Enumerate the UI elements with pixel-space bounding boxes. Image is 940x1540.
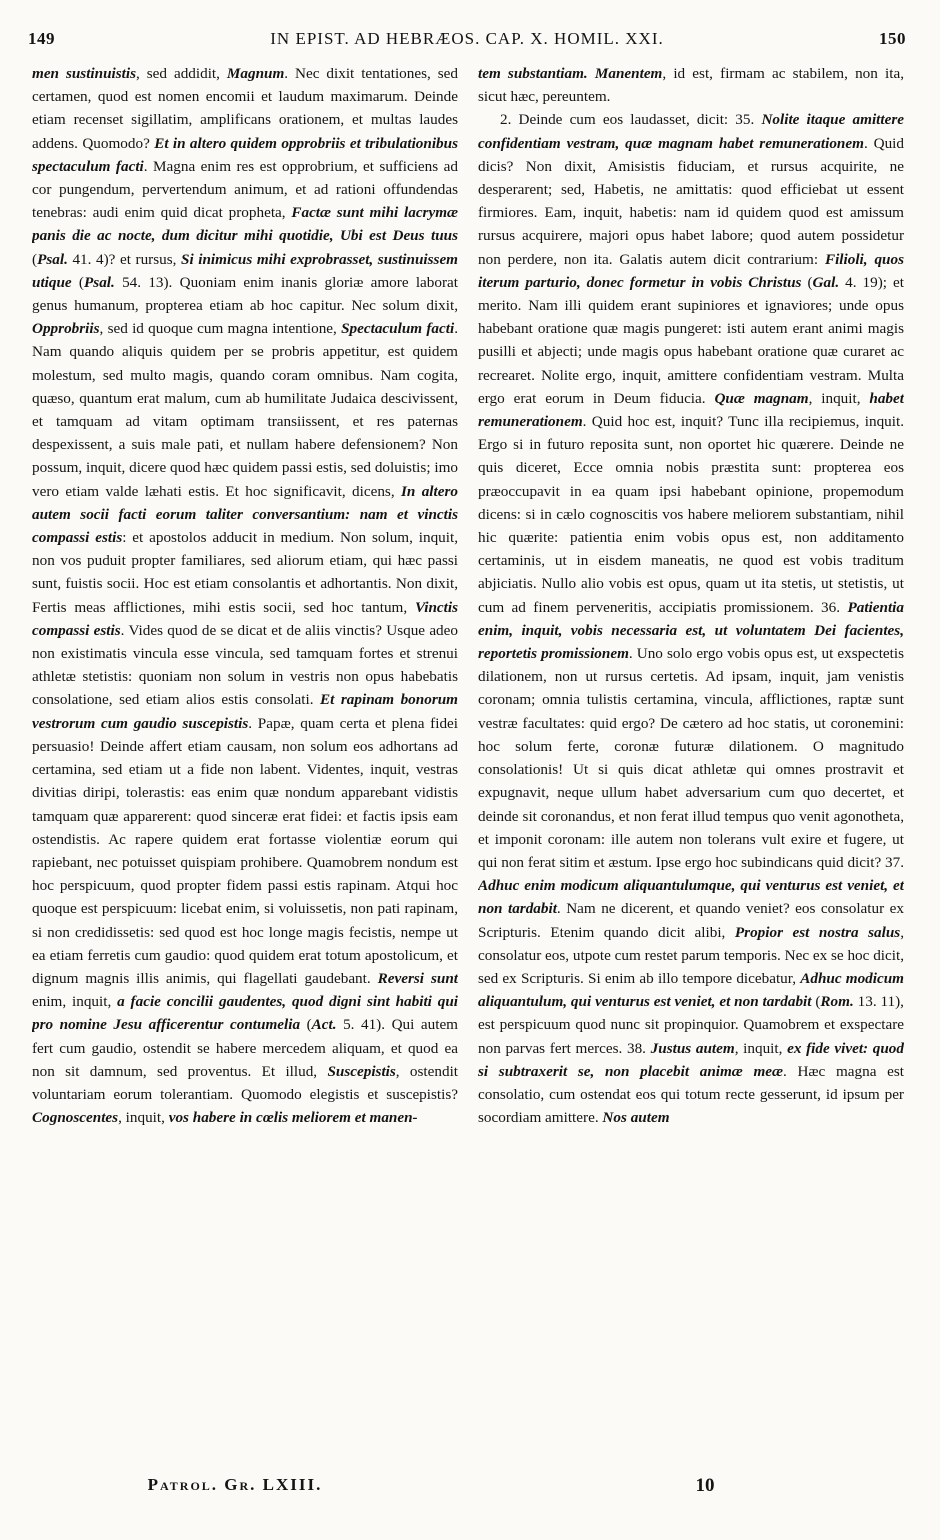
text-run: (	[300, 1016, 312, 1034]
italic-run: Et in altero quidem opprobriis et tribulationibus spectaculum facti	[32, 134, 458, 175]
italic-run: Adhuc modicum aliquantulum, qui venturus est veniet, et non tardabit	[478, 969, 904, 1011]
italic-run: Et rapinam bonorum vestrorum cum gaudio suscepistis	[32, 691, 458, 732]
italic-run: a facie concilii gaudentes, quod digni sint habiti qui pro nomine Jesu afficerentur contumelia	[32, 993, 458, 1034]
text-run: . Magna enim res est opprobrium, et sufficiens ad cor pungendum, pervertendum animum, et ad rationi offundendas tenebras: audi enim quid dicat propheta,	[32, 157, 458, 222]
text-run: . Uno solo ergo vobis opus est, ut exspectetis dilationem, non ut rursus certetis. Ad ipsam, inquit, jam venistis coronam; omnia tulistis certamina, vincula, afflictiones, raptæ sunt vestræ facultates: quid ergo? De cætero ad hoc statis, ut coronemini: hoc solum ferte, coronæ futuræ dilationem. O magnitudo consolationis! Ut si quis dicat athletæ qui omnes prostravit et expugnavit, neque ullum habet adversarium cum quo decertet, et deinde sit coronandus, et non ferat illud tempus quo venit agonotheta, et imponit coronam: ille autem non tolerans vult exire et fugere, ut qui non ferat sitim et æstum. Ipse ergo hoc subindicans quid dicit? 37.	[478, 645, 904, 871]
text-run: 41. 4)? et rursus,	[67, 250, 182, 268]
page-number-right: 150	[879, 29, 906, 48]
italic-run: Filioli, quos iterum parturio, donec formetur in vobis Christus	[478, 250, 904, 291]
italic-run: Rom.	[820, 993, 854, 1011]
text-run: (	[811, 993, 821, 1011]
italic-run: Reversi sunt	[377, 969, 458, 987]
text-run: . Nam ne dicerent, et quando veniet? eos consolatur ex Scripturis. Etenim quando dicit alibi,	[478, 900, 904, 941]
italic-run: Spectaculum facti	[341, 320, 455, 338]
italic-run: Act.	[311, 1016, 337, 1034]
text-run: . Vides quod de se dicat et de aliis vinctis? Usque adeo non existimatis vincula esse vincula, sed tamquam fortes et strenui athletæ stetistis: quoniam non solum in vestris non opus habebatis consolatione, sed etiam alios estis consolati.	[32, 621, 458, 709]
text-run: , consolatur eos, utpote cum restet parum temporis. Nec ex se hoc dicit, sed ex Scripturis. Si enim ab illo tempore dicebatur,	[478, 923, 904, 987]
paragraph	[32, 62, 458, 1129]
text-run: . Hæc magna est consolatio, cum ostendat eos qui totum recte gesserunt, id ipsum per socordiam amittere.	[478, 1062, 904, 1127]
text-run: . Nam quando aliquis quidem per se probris appetitur, est quidem molestum, sed multo magis, quando coram omnibus. Nam cogita, quæso, quantum erat malum, cum ab humilitate Judaica descivissent, et tamquam ad vitam optimam transiissent, et res paternas despexissent, a suis male pati, et nullam habere defensionem? Non possum, inquit, dicere quod hæc quidem passi estis, sed doluistis; imo vero etiam valde læhati estis. Et hoc significavit, dicens,	[32, 320, 458, 500]
italic-run: Magnum	[226, 65, 285, 82]
italic-run: Nos autem	[602, 1109, 670, 1127]
text-run: , id est, firmam ac stabilem, non ita, sicut hæc, pereuntem.	[478, 65, 904, 106]
text-run: , ostendit voluntariam eorum tolerantiam. Quomodo elegistis et suscepistis?	[32, 1062, 458, 1103]
italic-run: Psal.	[84, 273, 115, 291]
running-title: IN EPIST. AD HEBRÆOS. CAP. X. HOMIL. XXI.	[270, 29, 664, 48]
text-run: : et apostolos adducit in medium. Non solum, inquit, non vos puduit propter familiares, sed aliorum etiam, qui hæc passi sunt, fuistis socii. Hoc est etiam consolantis et adhortantis. Non dixit, Fertis meas afflictiones, mihi estis socii, sed hoc tantum,	[32, 529, 458, 616]
printer-signature: Patrol. Gr. LXIII.	[147, 1475, 323, 1494]
text-run: , sed id quoque cum magna intentione,	[99, 320, 342, 338]
italic-run: Quæ magnam	[714, 389, 809, 407]
text-run: , inquit,	[734, 1039, 788, 1057]
text-run: 2. Deinde cum eos laudasset, dicit: 35.	[500, 111, 762, 129]
italic-run: Justus autem	[650, 1039, 735, 1057]
text-run: 54. 13). Quoniam enim inanis gloriæ amore laborat genus humanum, propterea etiam ab hoc capitur. Nec solum dixit,	[32, 273, 458, 315]
italic-run: tem substantiam. Manentem	[478, 65, 663, 82]
text-run: , sed addidit,	[136, 65, 227, 82]
text-run: enim, inquit,	[32, 993, 118, 1011]
paragraph	[478, 108, 904, 1129]
italic-run: ex fide vivet: quod si subtraxerit se, non placebit animæ meæ	[478, 1039, 904, 1080]
text-run: . Quid hoc est, inquit? Tunc illa recipiemus, inquit. Ergo si in futuro reposita sunt, non oportet hic quærere. Deinde ne quis diceret, Ecce omnia nobis præstita sunt: propterea eos præoccupavit in ea quam ipsi habebant opinione, propemodum dicens: si in cælo cognoscitis vos habere meliorem substantiam, nihil hic quærite: patientia enim vobis opus est, non additamento certaminis, ut in eisdem maneatis, ne quod est vobis traditum abjiciatis. Nullo alio vobis est opus, quam ut ita stetis, ut stetistis, ut cum ad finem perveneritis, accipiatis promissionem. 36.	[478, 413, 904, 616]
text-run: 4. 19); et merito. Nam illi quidem erant supiniores et ignaviores; unde opus habebant oratione quæ magis pungeret: isti autem erant animi magis pusilli et abjecti; unde magis opus habebant oratione quæ curaret ac recrearet. Nolite ergo, inquit, amittere confidentiam vestram. Multa ergo erat eorum in Deum fiducia.	[478, 273, 904, 407]
italic-run: men sustinuistis	[32, 65, 137, 82]
sheet-number: 10	[695, 1475, 715, 1496]
text-run: 13. 11), est perspicuum quod nunc sit propinquior. Quamobrem et exspectare non parvas fert merces. 38.	[478, 993, 904, 1057]
italic-run: Psal.	[37, 250, 68, 268]
text-run: . Nec dixit tentationes, sed certamen, quod est nomen encomii et laudum maximarum. Deinde etiam recenset sigillatim, amplificans orationem, et multas laudes addens. Quomodo?	[32, 65, 458, 152]
left-text-column	[32, 62, 458, 1460]
paragraph	[478, 62, 904, 108]
text-run: . Quid dicis? Non dixit, Amisistis fiduciam, et rursus acquirite, ne desperarent; sed, Habetis, ne amittatis: quod efficiebat ut essent firmiores. Eam, inquit, habetis: nam id quidem quod est amissum rursus acquirere, majori opus habet labore; quod autem possidetur non perdere, non ita. Galatis autem dicit contrarium:	[478, 134, 904, 268]
text-run: (	[71, 273, 84, 291]
page-number-left: 149	[28, 29, 55, 48]
italic-run: Patientia enim, inquit, vobis necessaria est, ut voluntatem Dei facientes, reportetis promissionem	[478, 598, 904, 663]
text-run: . Papæ, quam certa et plena fidei persuasio! Deinde affert etiam causam, non solum eos adhortans ad certamina, sed etiam ut a fide non labent. Videntes, inquit, vestras divitias diripi, tolerastis: eas enim quæ nondum apparebant vidistis tamquam quæ apparerent: quod sinceræ erat fidei: et factis ipsis eam ostendistis. Ac rapere quidem erat fortasse violentiæ eorum qui rapiebant, nec potuisset quispiam prohibere. Quamobrem nondum est hoc perspicuum, quod propter fidem passi estis rapinam. Atqui hoc quoque est perspicuum: licebat enim, si voluissetis, non pati rapinam, si non credidissetis: sed quod est hoc longe magis fecistis, nempe ut ea etiam ferretis cum gaudio: quod quidem erat totum apostolicum, et dignum magnis illis animis, qui flagellati gaudebant.	[32, 714, 458, 987]
italic-run: In altero autem socii facti eorum taliter conversantium: nam et vinctis compassi estis	[32, 482, 458, 547]
italic-run: Gal.	[812, 273, 840, 291]
text-run: , inquit,	[118, 1109, 169, 1127]
italic-run: vos habere in cœlis meliorem et manen-	[168, 1109, 418, 1127]
italic-run: habet remunerationem	[478, 389, 904, 431]
italic-run: Cognoscentes	[32, 1109, 119, 1127]
italic-run: Suscepistis	[327, 1062, 396, 1080]
italic-run: Vinctis compassi estis	[32, 598, 458, 639]
text-run: , inquit,	[808, 389, 870, 407]
right-text-column	[478, 62, 904, 1472]
italic-run: Opprobriis	[32, 320, 100, 338]
italic-run: Factæ sunt mihi lacrymæ panis die ac nocte, dum dicitur mihi quotidie, Ubi est Deus tuus	[32, 204, 458, 245]
text-run: 5. 41). Qui autem fert cum gaudio, ostendit se habere mercedem aliquam, et quod ea non sit damnum, sed proventus. Et illud,	[32, 1016, 458, 1080]
italic-run: Si inimicus mihi exprobrasset, sustinuissem utique	[32, 250, 458, 291]
running-header	[28, 22, 906, 56]
text-run: (	[32, 250, 38, 268]
text-run: (	[801, 273, 813, 291]
italic-run: Propior est nostra salus	[734, 923, 901, 941]
italic-run: Nolite itaque amittere confidentiam vestram, quæ magnam habet remunerationem	[478, 111, 904, 152]
italic-run: Adhuc enim modicum aliquantulumque, qui venturus est veniet, et non tardabit	[478, 877, 904, 918]
